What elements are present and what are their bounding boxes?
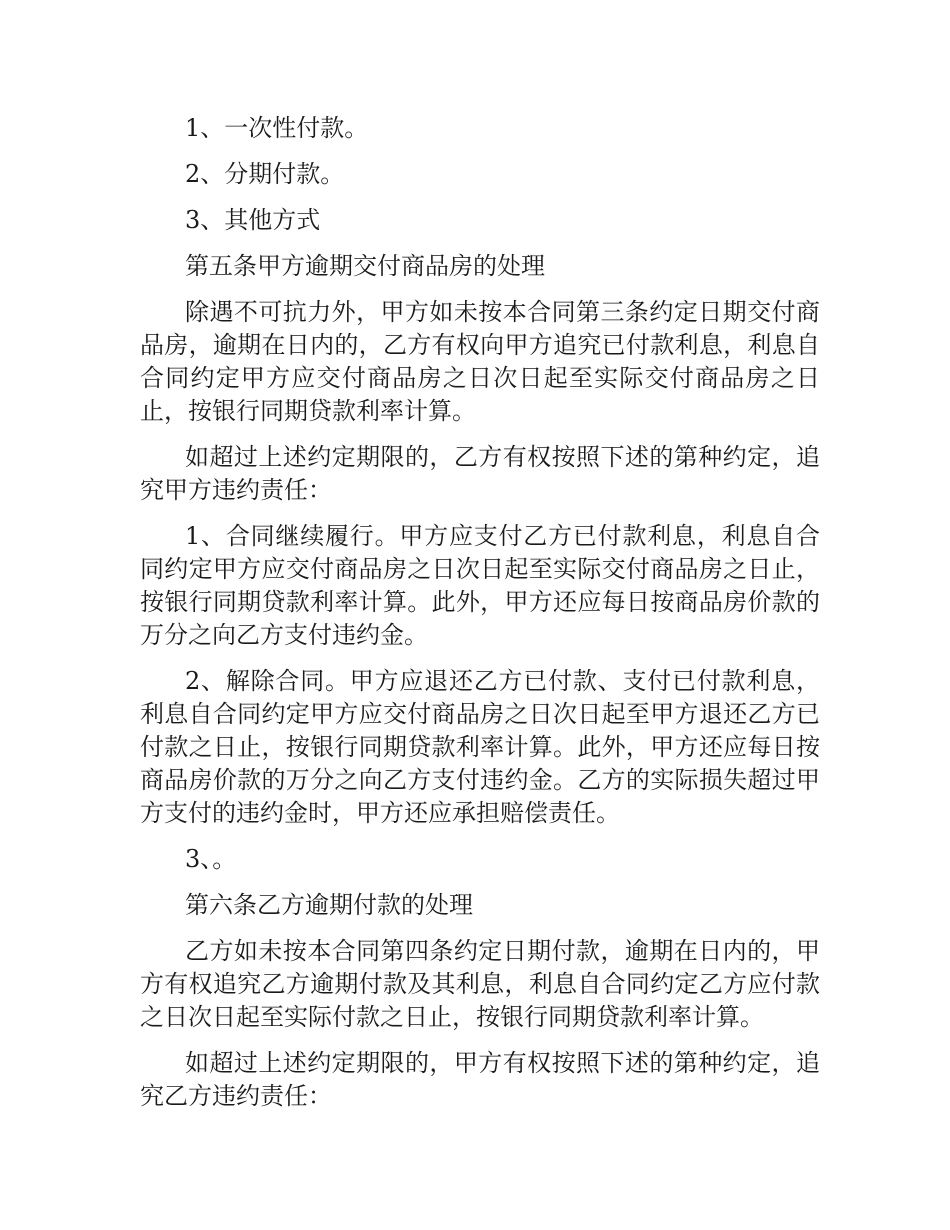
article-6-paragraph-2: 如超过上述约定期限的，甲方有权按照下述的第种约定，追究乙方违约责任： [140, 1049, 820, 1110]
article-5-heading: 第五条甲方逾期交付商品房的处理 [185, 252, 545, 280]
article-5-paragraph-2: 如超过上述约定期限的，乙方有权按照下述的第种约定，追究甲方违约责任： [140, 443, 820, 504]
payment-option-1: 1、一次性付款。 [185, 114, 369, 142]
article-5-clause-1: 1、合同继续履行。甲方应支付乙方已付款利息，利息自合同约定甲方应交付商品房之日次日起至实际交付商品房之日止，按银行同期贷款利率计算。此外，甲方还应每日按商品房价款的万分之向乙方支付违约金。 [140, 522, 820, 649]
article-5-paragraph-1: 除遇不可抗力外，甲方如未按本合同第三条约定日期交付商品房，逾期在日内的，乙方有权向甲方追究已付款利息，利息自合同约定甲方应交付商品房之日次日起至实际交付商品房之日止，按银行同期贷款利率计算。 [140, 298, 820, 425]
payment-option-3: 3、其他方式 [185, 206, 321, 234]
article-5-clause-2: 2、解除合同。甲方应退还乙方已付款、支付已付款利息，利息自合同约定甲方应交付商品房之日次日起至甲方退还乙方已付款之日止，按银行同期贷款利率计算。此外，甲方还应每日按商品房价款的万分之向乙方支付违约金。乙方的实际损失超过甲方支付的违约金时，甲方还应承担赔偿责任。 [140, 667, 820, 827]
article-6-paragraph-1: 乙方如未按本合同第四条约定日期付款，逾期在日内的，甲方有权追究乙方逾期付款及其利息，利息自合同约定乙方应付款之日次日起至实际付款之日止，按银行同期贷款利率计算。 [140, 937, 820, 1031]
article-6-heading: 第六条乙方逾期付款的处理 [185, 891, 473, 919]
article-5-clause-3: 3、。 [185, 845, 237, 873]
document-body [140, 112, 820, 1126]
payment-option-2: 2、分期付款。 [185, 160, 345, 188]
